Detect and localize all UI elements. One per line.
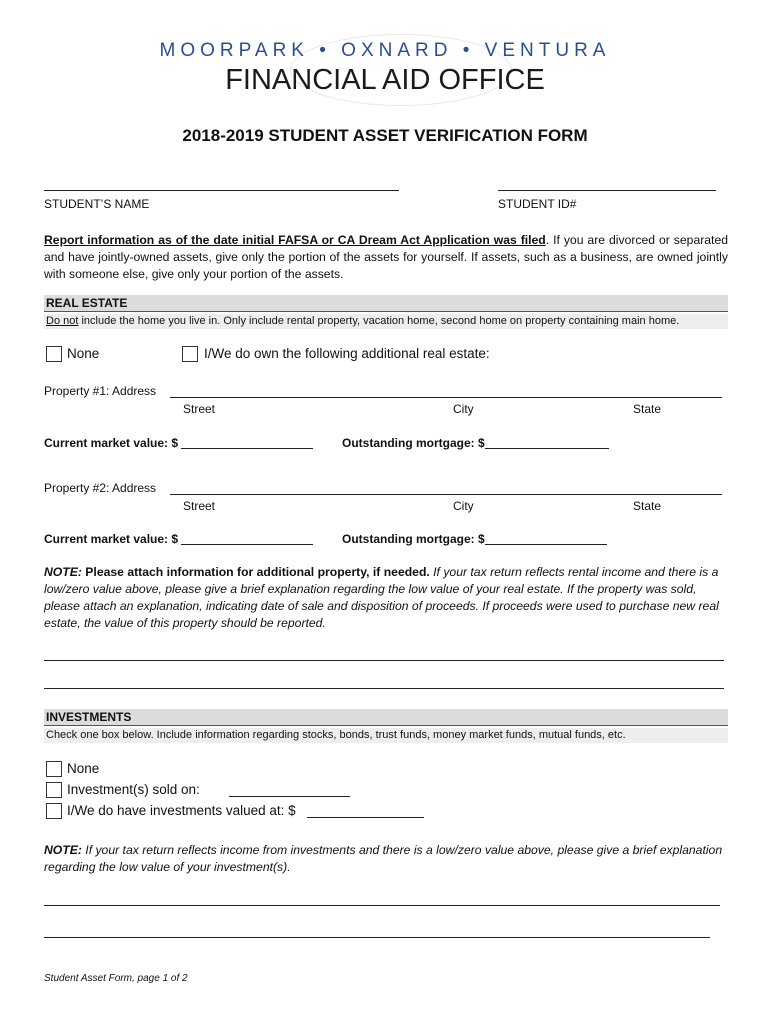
real-estate-own-label: I/We do own the following additional real estate: (204, 346, 490, 361)
property1-address-field[interactable] (170, 397, 722, 398)
investments-note-text: If your tax return reflects income from investments and there is a low/zero value above, please give a brief explanation regarding the low value of your investment(s). (44, 843, 723, 874)
real-estate-heading: REAL ESTATE (44, 295, 728, 312)
property1-mortgage-field[interactable] (485, 448, 609, 449)
investments-sold-date-field[interactable] (229, 796, 350, 797)
property1-market-value-field[interactable] (181, 448, 313, 449)
real-estate-sub-underlined: Do not (46, 315, 79, 327)
property1-label: Property #1: Address (44, 384, 157, 398)
real-estate-sub-rest: include the home you live in. Only include rental property, vacation home, second home on property containing main home. (78, 315, 680, 327)
investments-none-checkbox[interactable] (46, 761, 62, 777)
property1-city-label: City (453, 402, 474, 416)
property2-city-label: City (453, 499, 474, 513)
office-logo-text: FINANCIAL AID OFFICE (225, 64, 545, 96)
property1-market-value-label: Current market value: $ (44, 436, 179, 450)
property2-address-field[interactable] (170, 494, 722, 495)
investments-none-label: None (67, 761, 100, 776)
real-estate-note-bold: Please attach information for additional property, if needed. (81, 565, 430, 579)
student-name-field[interactable] (44, 190, 399, 191)
investments-heading: INVESTMENTS (44, 709, 728, 726)
real-estate-explanation-line-1[interactable] (44, 660, 724, 661)
property2-market-value-label: Current market value: $ (44, 532, 179, 546)
form-title: 2018-2019 STUDENT ASSET VERIFICATION FORM (182, 126, 588, 145)
campuses-logo-text: MOORPARK • OXNARD • VENTURA (159, 40, 611, 61)
student-name-label: STUDENT’S NAME (44, 197, 150, 211)
property2-mortgage-label: Outstanding mortgage: $ (342, 532, 485, 546)
investments-sold-label: Investment(s) sold on: (67, 782, 200, 797)
property1-state-label: State (633, 402, 662, 416)
page-footer: Student Asset Form, page 1 of 2 (44, 973, 188, 984)
real-estate-none-checkbox[interactable] (46, 346, 62, 362)
student-id-label: STUDENT ID# (498, 197, 577, 211)
investments-valued-label: I/We do have investments valued at: $ (67, 803, 296, 818)
real-estate-explanation-line-2[interactable] (44, 688, 724, 689)
investments-explanation-line-1[interactable] (44, 905, 720, 906)
real-estate-note (44, 564, 726, 632)
property2-market-value-field[interactable] (181, 544, 313, 545)
property1-mortgage-label: Outstanding mortgage: $ (342, 436, 485, 450)
real-estate-none-label: None (67, 346, 100, 361)
real-estate-subtext (44, 314, 728, 329)
real-estate-own-checkbox[interactable] (182, 346, 198, 362)
property2-street-label: Street (183, 499, 216, 513)
property2-label: Property #2: Address (44, 481, 157, 495)
real-estate-note-label: NOTE: (44, 565, 82, 579)
intro-paragraph (44, 232, 728, 283)
investments-explanation-line-2[interactable] (44, 937, 710, 938)
investments-subtext: Check one box below. Include information regarding stocks, bonds, trust funds, money market funds, mutual funds, etc. (44, 728, 728, 743)
property1-street-label: Street (183, 402, 216, 416)
student-id-field[interactable] (498, 190, 716, 191)
property2-state-label: State (633, 499, 662, 513)
investments-note-label: NOTE: (44, 843, 82, 857)
property2-mortgage-field[interactable] (485, 544, 607, 545)
real-estate-note-text: If your tax return reflects rental income and there is a low/zero value above, please give a brief explanation regarding the low value of your real estate. If the property was sold, please attach an explanation, indicating date of sale and disposition of proceeds. If proceeds were used to purchase new real estate, the value of this property should be reported. (44, 565, 719, 630)
investments-valued-checkbox[interactable] (46, 803, 62, 819)
investments-value-field[interactable] (307, 817, 424, 818)
intro-bold: Report information as of the date initial FAFSA or CA Dream Act Application was filed (44, 233, 546, 247)
investments-note (44, 842, 726, 876)
investments-sold-checkbox[interactable] (46, 782, 62, 798)
intro-rest: . If you are divorced or separated and have jointly-owned assets, give only the portion of the assets for yourself. If assets, such as a business, are owned jointly with someone else, give only your portion of the assets. (44, 233, 728, 281)
